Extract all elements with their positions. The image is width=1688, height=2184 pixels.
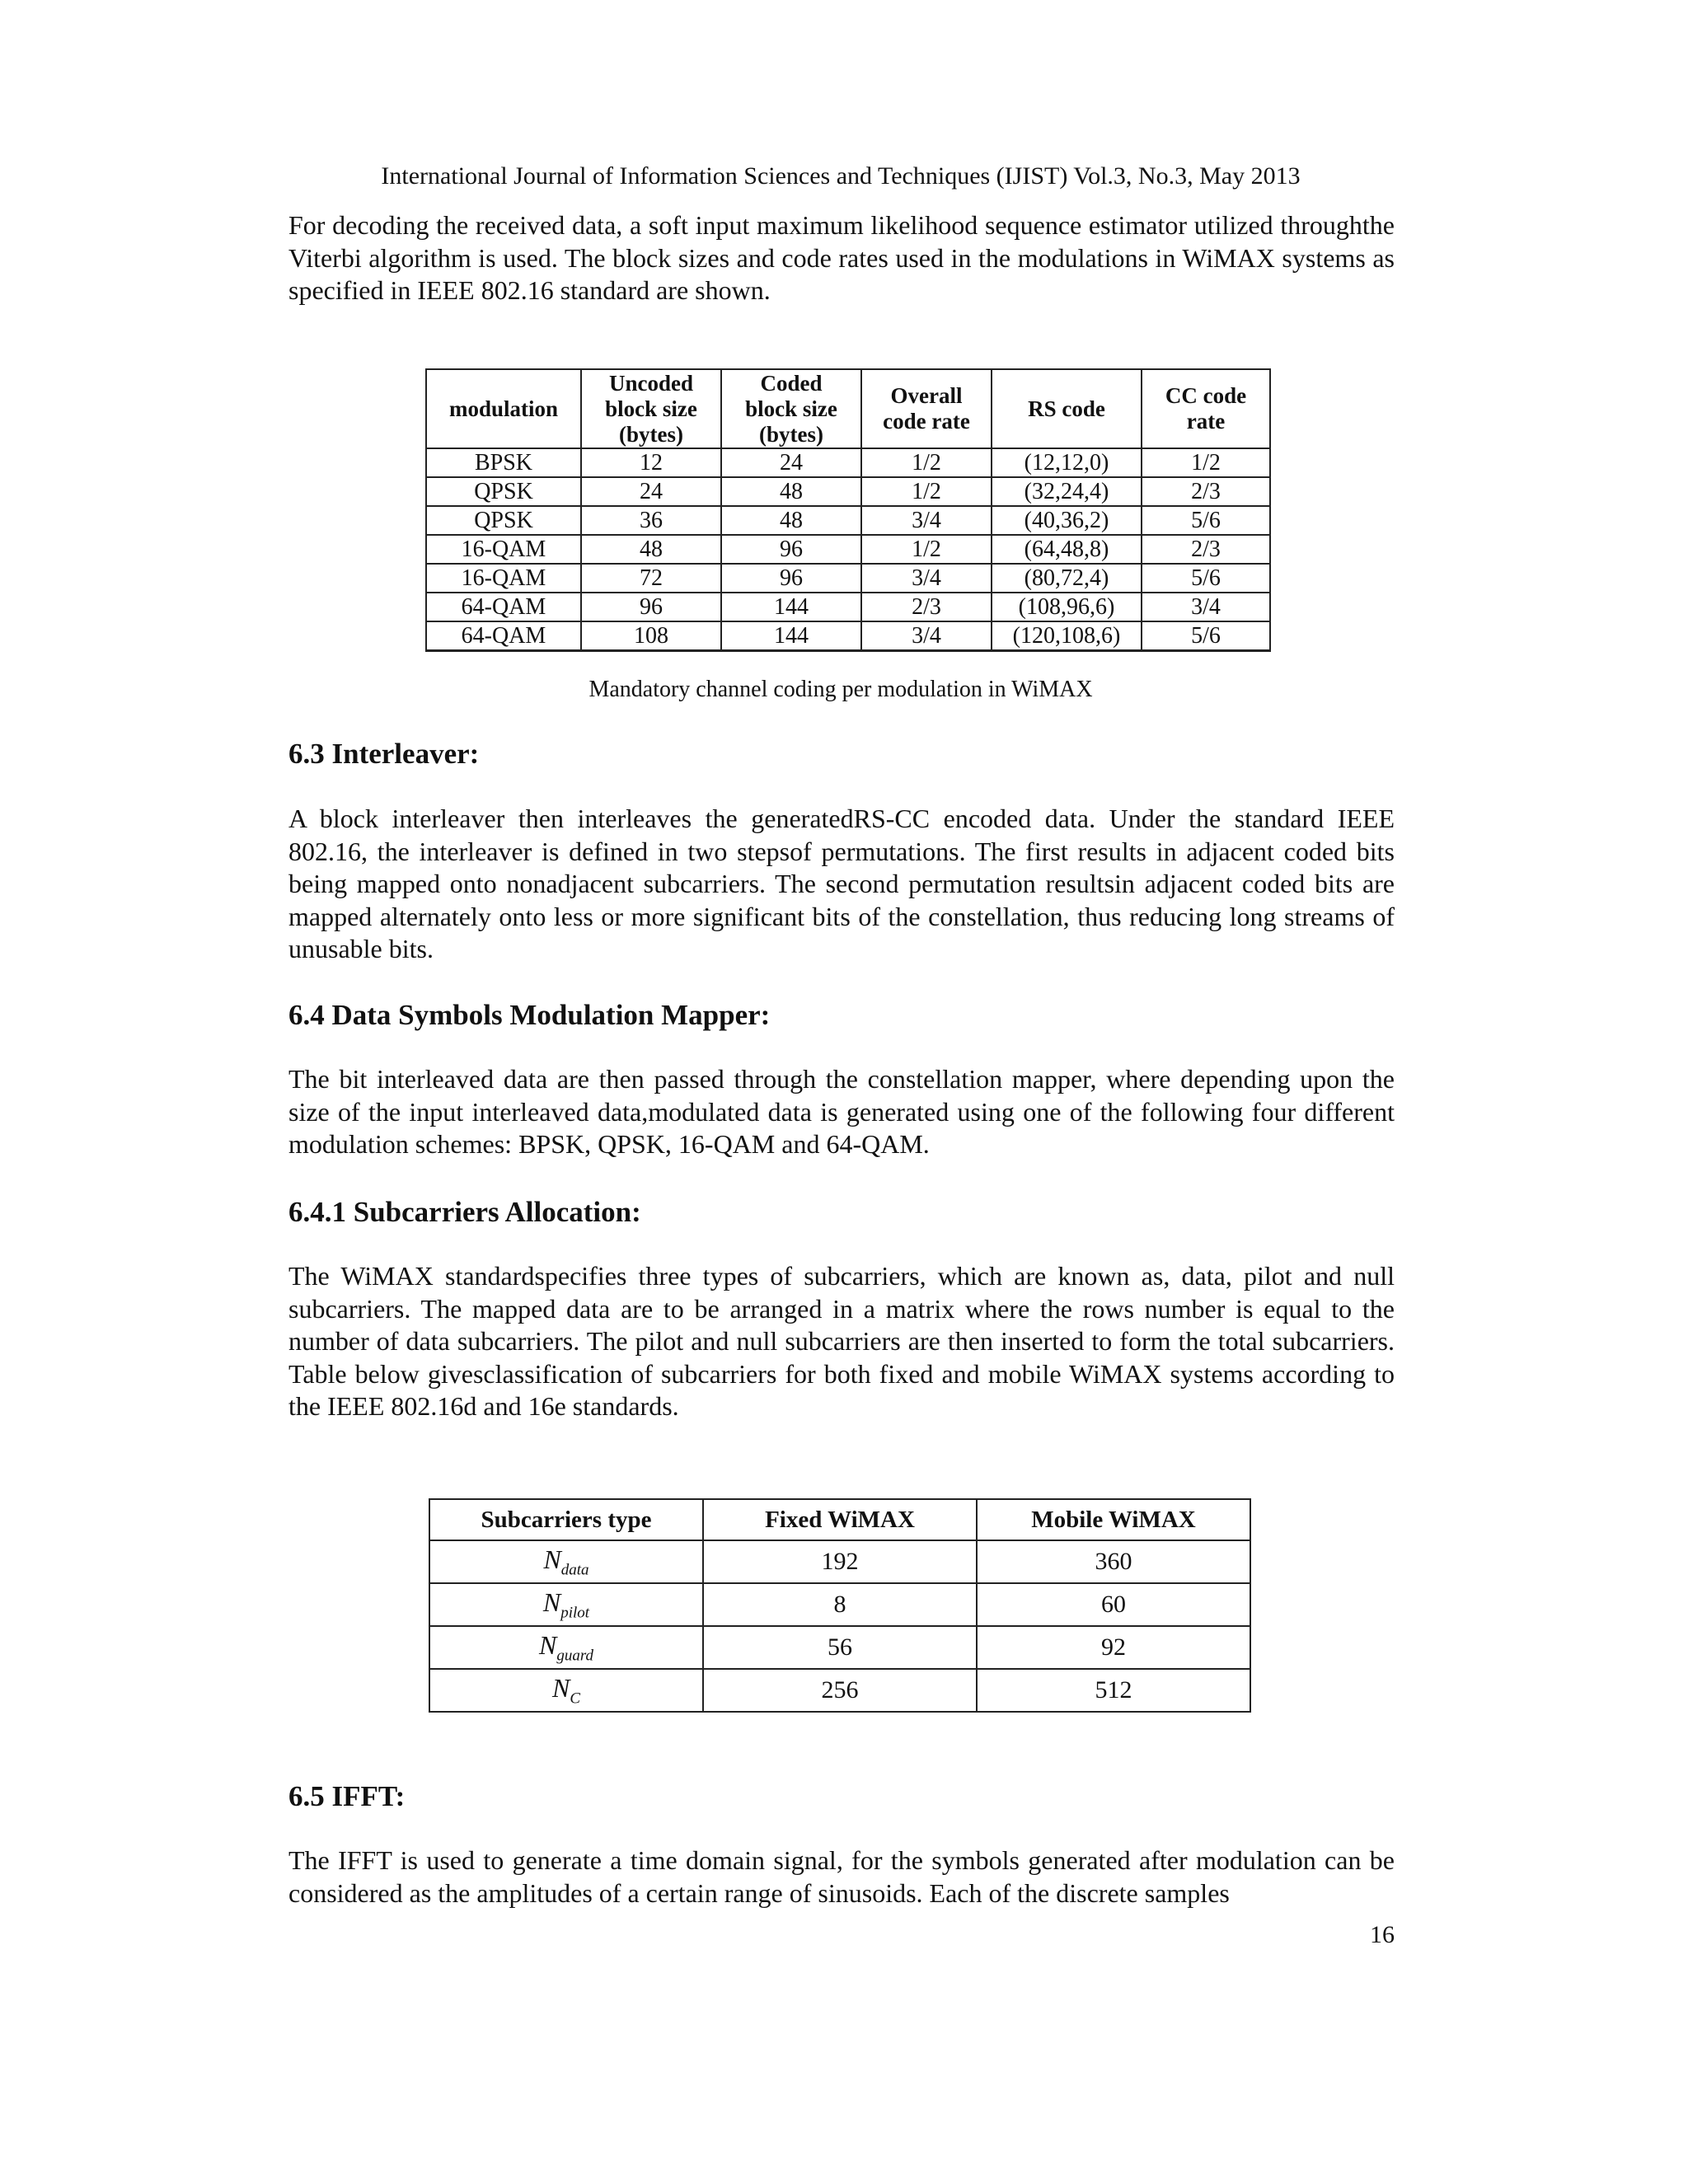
col-header-rs-code: RS code [992, 369, 1142, 448]
col-header-subcarriers-type: Subcarriers type [429, 1499, 703, 1540]
table-cell: 2/3 [861, 593, 992, 621]
symbol-cell: $N_{pilot}$ [429, 1583, 703, 1626]
table-cell: 3/4 [861, 564, 992, 593]
table-row [426, 621, 1270, 651]
table-cell: 16-QAM [426, 535, 581, 564]
table-row [426, 448, 1270, 477]
table-cell: 3/4 [861, 621, 992, 651]
table-cell: (108,96,6) [992, 593, 1142, 621]
table-cell: (32,24,4) [992, 477, 1142, 506]
table-row [429, 1583, 1250, 1626]
table-cell: 512 [977, 1669, 1250, 1712]
table-cell: BPSK [426, 448, 581, 477]
symbol-cell: $N_C$ [429, 1669, 703, 1712]
paragraph-ifft: The IFFT is used to generate a time domain signal, for the symbols generated after modulation can be considered as the amplitudes of a certain range of sinusoids. Each of the discrete samples [288, 1845, 1395, 1908]
section-heading-subcarriers: 6.4.1 Subcarriers Allocation: [288, 1196, 641, 1228]
col-header-modulation: modulation [426, 369, 581, 448]
table-cell: 5/6 [1142, 564, 1270, 593]
table-cell: 96 [581, 593, 721, 621]
symbol-cell: $N_{data}$ [429, 1540, 703, 1583]
table-row [426, 564, 1270, 593]
paragraph-decoding: For decoding the received data, a soft input maximum likelihood sequence estimator utilized throughthe Viterbi algorithm is used. The block sizes and code rates used in the modulations in WiMAX systems as specified in IEEE 802.16 standard are shown. [288, 210, 1395, 305]
page-number: 16 [1370, 1921, 1395, 1948]
col-header-overall-rate: Overall code rate [861, 369, 992, 448]
table-cell: QPSK [426, 477, 581, 506]
col-header-uncoded: Uncoded block size (bytes) [581, 369, 721, 448]
table-cell: 2/3 [1142, 535, 1270, 564]
table-row [426, 477, 1270, 506]
table-cell: 92 [977, 1626, 1250, 1669]
table-header-row [426, 369, 1270, 448]
table-cell: 5/6 [1142, 621, 1270, 651]
paragraph-subcarriers: The WiMAX standardspecifies three types of subcarriers, which are known as, data, pilot and null subcarriers. The mapped data are to be arranged in a matrix where the rows number is equal to the number of data subcarriers. The pilot and null subcarriers are then inserted to form the total subcarriers. Table below givesclassification of subcarriers for both fixed and mobile WiMAX systems according to the IEEE 802.16d and 16e standards. [288, 1261, 1395, 1421]
table-caption: Mandatory channel coding per modulation in WiMAX [588, 677, 1093, 702]
section-heading-ifft: 6.5 IFFT: [288, 1780, 406, 1812]
table-cell: 3/4 [861, 506, 992, 535]
col-header-coded: Coded block size (bytes) [721, 369, 861, 448]
table-cell: 72 [581, 564, 721, 593]
table-cell: 108 [581, 621, 721, 651]
table-row [429, 1540, 1250, 1583]
table-cell: 2/3 [1142, 477, 1270, 506]
table-cell: 64-QAM [426, 593, 581, 621]
table-cell: 12 [581, 448, 721, 477]
table-cell: 16-QAM [426, 564, 581, 593]
section-heading-interleaver: 6.3 Interleaver: [288, 738, 480, 770]
table-cell: 48 [721, 477, 861, 506]
symbol-cell: $N_{guard}$ [429, 1626, 703, 1669]
table-cell: 36 [581, 506, 721, 535]
table-cell: 24 [721, 448, 861, 477]
table-cell: 1/2 [861, 477, 992, 506]
table-cell: 64-QAM [426, 621, 581, 651]
table-cell: 48 [581, 535, 721, 564]
table-cell: (80,72,4) [992, 564, 1142, 593]
table-cell: (120,108,6) [992, 621, 1142, 651]
table-cell: 256 [703, 1669, 977, 1712]
table-cell: 144 [721, 621, 861, 651]
channel-coding-table [425, 368, 1271, 652]
table-cell: 192 [703, 1540, 977, 1583]
table-cell: 56 [703, 1626, 977, 1669]
table-cell: 1/2 [861, 535, 992, 564]
table-row [429, 1626, 1250, 1669]
table-row [426, 506, 1270, 535]
table-cell: 24 [581, 477, 721, 506]
table-cell: 96 [721, 535, 861, 564]
table-cell: 1/2 [861, 448, 992, 477]
table-row [426, 593, 1270, 621]
table-cell: (12,12,0) [992, 448, 1142, 477]
table-cell: 60 [977, 1583, 1250, 1626]
table-cell: (64,48,8) [992, 535, 1142, 564]
table-cell: 144 [721, 593, 861, 621]
col-header-fixed-wimax: Fixed WiMAX [703, 1499, 977, 1540]
table-cell: 48 [721, 506, 861, 535]
col-header-mobile-wimax: Mobile WiMAX [977, 1499, 1250, 1540]
table-row [426, 535, 1270, 564]
table-header-row [429, 1499, 1250, 1540]
table-cell: 3/4 [1142, 593, 1270, 621]
table-cell: 1/2 [1142, 448, 1270, 477]
table-cell: 8 [703, 1583, 977, 1626]
col-header-cc-rate: CC code rate [1142, 369, 1270, 448]
section-heading-mapper: 6.4 Data Symbols Modulation Mapper: [288, 999, 771, 1031]
paragraph-mapper: The bit interleaved data are then passed through the constellation mapper, where depending upon the size of the input interleaved data,modulated data is generated using one of the following four different modulation schemes: BPSK, QPSK, 16-QAM and 64-QAM. [288, 1064, 1395, 1159]
table-cell: 360 [977, 1540, 1250, 1583]
table-row [429, 1669, 1250, 1712]
subcarriers-table [429, 1498, 1251, 1713]
paragraph-interleaver: A block interleaver then interleaves the generatedRS-CC encoded data. Under the standard IEEE 802.16, the interleaver is defined in two stepsof permutations. The first results in adjacent coded bits being mapped onto nonadjacent subcarriers. The second permutation resultsin adjacent coded bits are mapped alternately onto less or more significant bits of the constellation, thus reducing long streams of unusable bits. [288, 804, 1395, 963]
table-cell: (40,36,2) [992, 506, 1142, 535]
table-cell: QPSK [426, 506, 581, 535]
table-cell: 96 [721, 564, 861, 593]
table-cell: 5/6 [1142, 506, 1270, 535]
journal-header: International Journal of Information Sciences and Techniques (IJIST) Vol.3, No.3, May 2013 [381, 162, 1301, 190]
